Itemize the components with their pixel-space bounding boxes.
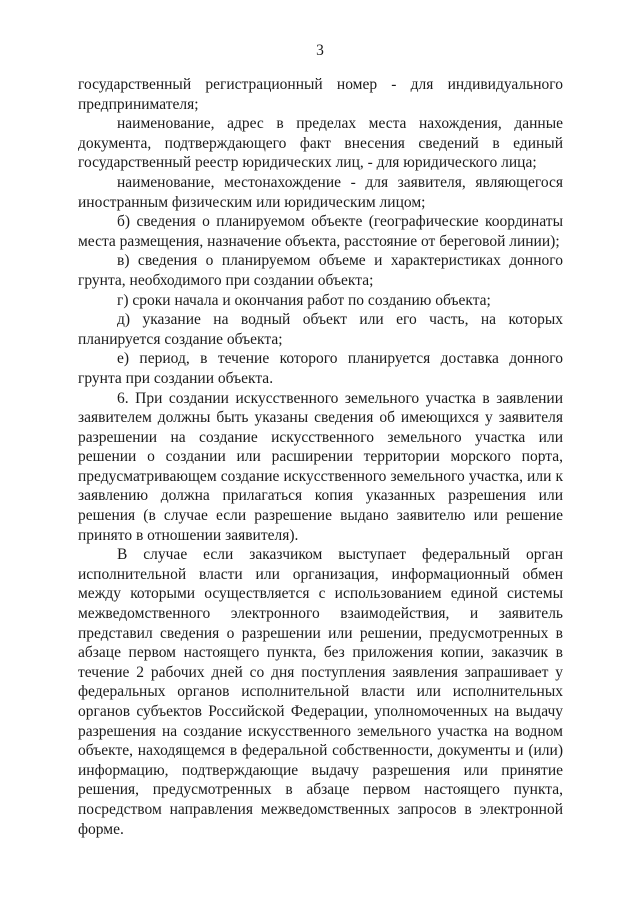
paragraph-item-e-delivery-period: е) период, в течение которого планируется доставка донного грунта при создании объекта. — [78, 350, 563, 387]
paragraph-section-6: 6. При создании искусственного земельного участка в заявлении заявителем должны быть указаны сведения об имеющихся у заявителя разрешении на создание искусственного земельного участка или решении о создании или расширении территории морского порта, предусматривающем создание искусственного земельного участка, или к заявлению должна прилагаться копия указанных разрешения или решения (в случае если разрешение выдано заявителю или решение принято в отношении заявителя). — [78, 389, 563, 544]
page-number: 3 — [316, 42, 324, 59]
paragraph-legal-entity-details: наименование, адрес в пределах места нахождения, данные документа, подтверждающего факт внесения сведений в единый государственный реестр юридических лиц, - для юридического лица; — [78, 115, 563, 172]
paragraph-interagency-request: В случае если заказчиком выступает федеральный орган исполнительной власти или организация, информационный обмен между которыми осуществляется с использованием единой системы межведомственного электронного взаимодействия, и заявитель представил сведения о разрешении или решении, предусмотренных в абзаце первом настоящего пункта, без приложения копии, заказчик в течение 2 рабочих дней со дня поступления заявления запрашивает у федеральных органов исполнительной власти или исполнительных органов субъектов Российской Федерации, уполномоченных на выдачу разрешения на создание искусственного земельного участка на водном объекте, находящемся в федеральной собственности, документы и (или) информацию, подтверждающие выдачу разрешения или принятие решения, предусмотренных в абзаце первом настоящего пункта, посредством направления межведомственных запросов в электронной форме. — [78, 546, 563, 838]
document-body — [78, 75, 563, 839]
paragraph-foreign-applicant: наименование, местонахождение - для заявителя, являющегося иностранным физическим или юридическим лицом; — [78, 173, 563, 211]
paragraph-ip-registration-number: государственный регистрационный номер - для индивидуального предпринимателя; — [78, 76, 563, 113]
paragraph-item-v-soil-volume: в) сведения о планируемом объеме и характеристиках донного грунта, необходимого при создании объекта; — [78, 252, 563, 289]
paragraph-item-b-object-info: б) сведения о планируемом объекте (географические координаты места размещения, назначение объекта, расстояние от береговой линии); — [78, 213, 563, 250]
paragraph-item-d-water-body: д) указание на водный объект или его часть, на которых планируется создание объекта; — [78, 311, 563, 348]
paragraph-item-g-work-dates: г) сроки начала и окончания работ по созданию объекта; — [117, 291, 491, 309]
